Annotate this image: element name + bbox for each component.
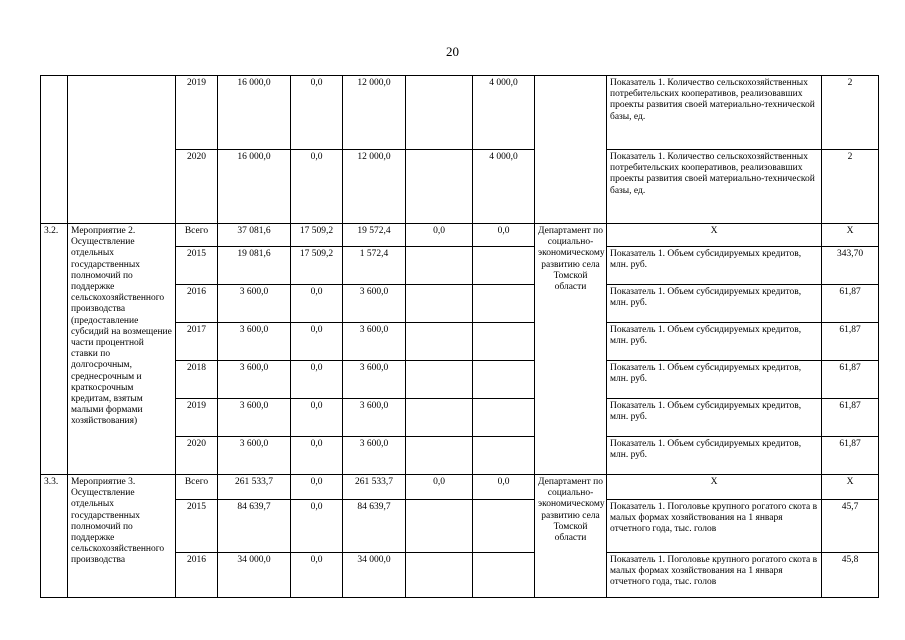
year-cell: 2020 xyxy=(176,150,218,224)
total-cell: 3 600,0 xyxy=(218,361,291,399)
indicator-value-cell: 45,7 xyxy=(822,500,879,553)
section-title: Мероприятие 3. Осуществление отдельных государственных полномочий по поддержке сельскохозяйственного производства xyxy=(68,475,176,598)
municipal-cell xyxy=(406,553,473,598)
federal-cell: 0,0 xyxy=(291,76,343,150)
regional-cell: 3 600,0 xyxy=(343,285,406,323)
regional-cell: 3 600,0 xyxy=(343,323,406,361)
municipal-cell xyxy=(406,361,473,399)
indicator-cell: Х xyxy=(607,224,822,247)
indicator-value-cell: 2 xyxy=(822,150,879,224)
federal-cell: 0,0 xyxy=(291,285,343,323)
total-cell: 3 600,0 xyxy=(218,437,291,475)
municipal-cell xyxy=(406,247,473,285)
executor-cell: Департамент по социально-экономическому развитию села Томской области xyxy=(535,224,607,475)
year-cell: 2018 xyxy=(176,361,218,399)
regional-cell: 261 533,7 xyxy=(343,475,406,500)
indicator-cell: Показатель 1. Объем субсидируемых кредитов, млн. руб. xyxy=(607,323,822,361)
indicator-value-cell: 61,87 xyxy=(822,361,879,399)
municipal-cell: 0,0 xyxy=(406,224,473,247)
indicator-cell: Показатель 1. Объем субсидируемых кредитов, млн. руб. xyxy=(607,437,822,475)
federal-cell: 0,0 xyxy=(291,323,343,361)
year-cell: 2019 xyxy=(176,399,218,437)
indicator-cell: Показатель 1. Поголовье крупного рогатого скота в малых формах хозяйствования на 1 января отчетного года, тыс. голов xyxy=(607,553,822,598)
page-number: 20 xyxy=(446,44,459,59)
indicator-value-cell: Х xyxy=(822,224,879,247)
municipal-cell xyxy=(406,323,473,361)
extra-budget-cell: 0,0 xyxy=(473,475,535,500)
total-cell: 16 000,0 xyxy=(218,150,291,224)
year-cell: 2015 xyxy=(176,247,218,285)
regional-cell: 3 600,0 xyxy=(343,437,406,475)
total-cell: 3 600,0 xyxy=(218,285,291,323)
executor-cell: Департамент по социально-экономическому развитию села Томской области xyxy=(535,475,607,598)
municipal-cell: 0,0 xyxy=(406,475,473,500)
indicator-value-cell: 61,87 xyxy=(822,437,879,475)
indicator-value-cell: 61,87 xyxy=(822,323,879,361)
title-cell xyxy=(68,76,176,224)
municipal-cell xyxy=(406,150,473,224)
indicator-value-cell: 343,70 xyxy=(822,247,879,285)
federal-cell: 0,0 xyxy=(291,361,343,399)
federal-cell: 0,0 xyxy=(291,500,343,553)
extra-budget-cell xyxy=(473,399,535,437)
year-cell: 2016 xyxy=(176,553,218,598)
total-cell: 3 600,0 xyxy=(218,323,291,361)
table-row xyxy=(41,475,879,500)
regional-cell: 84 639,7 xyxy=(343,500,406,553)
year-cell: 2019 xyxy=(176,76,218,150)
indicator-cell: Показатель 1. Объем субсидируемых кредитов, млн. руб. xyxy=(607,361,822,399)
regional-cell: 1 572,4 xyxy=(343,247,406,285)
section-number: 3.3. xyxy=(41,475,68,598)
municipal-cell xyxy=(406,76,473,150)
indicator-cell: Показатель 1. Объем субсидируемых кредитов, млн. руб. xyxy=(607,399,822,437)
total-cell: 84 639,7 xyxy=(218,500,291,553)
indicator-cell: Показатель 1. Количество сельскохозяйственных потребительских кооперативов, реализовавших проекты развития своей материально-технической базы, ед. xyxy=(607,150,822,224)
municipal-cell xyxy=(406,399,473,437)
indicator-value-cell: 2 xyxy=(822,76,879,150)
indicator-value-cell: 61,87 xyxy=(822,285,879,323)
num-cell xyxy=(41,76,68,224)
total-cell: 16 000,0 xyxy=(218,76,291,150)
regional-cell: 19 572,4 xyxy=(343,224,406,247)
table-row xyxy=(41,76,879,150)
year-cell: Всего xyxy=(176,475,218,500)
regional-cell: 34 000,0 xyxy=(343,553,406,598)
program-table xyxy=(40,75,879,598)
extra-budget-cell xyxy=(473,500,535,553)
section-number: 3.2. xyxy=(41,224,68,475)
table-row xyxy=(41,224,879,247)
extra-budget-cell xyxy=(473,553,535,598)
indicator-value-cell: 61,87 xyxy=(822,399,879,437)
year-cell: 2020 xyxy=(176,437,218,475)
year-cell: 2017 xyxy=(176,323,218,361)
extra-budget-cell: 4 000,0 xyxy=(473,76,535,150)
extra-budget-cell xyxy=(473,437,535,475)
federal-cell: 0,0 xyxy=(291,399,343,437)
municipal-cell xyxy=(406,285,473,323)
federal-cell: 0,0 xyxy=(291,150,343,224)
indicator-cell: Показатель 1. Количество сельскохозяйственных потребительских кооперативов, реализовавших проекты развития своей материально-технической базы, ед. xyxy=(607,76,822,150)
federal-cell: 0,0 xyxy=(291,475,343,500)
regional-cell: 12 000,0 xyxy=(343,76,406,150)
extra-budget-cell: 0,0 xyxy=(473,224,535,247)
extra-budget-cell xyxy=(473,247,535,285)
year-cell: Всего xyxy=(176,224,218,247)
extra-budget-cell xyxy=(473,285,535,323)
total-cell: 19 081,6 xyxy=(218,247,291,285)
total-cell: 261 533,7 xyxy=(218,475,291,500)
federal-cell: 17 509,2 xyxy=(291,224,343,247)
indicator-cell: Показатель 1. Поголовье крупного рогатого скота в малых формах хозяйствования на 1 января отчетного года, тыс. голов xyxy=(607,500,822,553)
executor-cell xyxy=(535,76,607,224)
indicator-value-cell: 45,8 xyxy=(822,553,879,598)
indicator-cell: Показатель 1. Объем субсидируемых кредитов, млн. руб. xyxy=(607,285,822,323)
regional-cell: 3 600,0 xyxy=(343,399,406,437)
indicator-value-cell: Х xyxy=(822,475,879,500)
federal-cell: 0,0 xyxy=(291,437,343,475)
total-cell: 34 000,0 xyxy=(218,553,291,598)
municipal-cell xyxy=(406,500,473,553)
indicator-cell: Показатель 1. Объем субсидируемых кредитов, млн. руб. xyxy=(607,247,822,285)
extra-budget-cell xyxy=(473,361,535,399)
total-cell: 3 600,0 xyxy=(218,399,291,437)
regional-cell: 12 000,0 xyxy=(343,150,406,224)
year-cell: 2016 xyxy=(176,285,218,323)
regional-cell: 3 600,0 xyxy=(343,361,406,399)
municipal-cell xyxy=(406,437,473,475)
extra-budget-cell: 4 000,0 xyxy=(473,150,535,224)
year-cell: 2015 xyxy=(176,500,218,553)
federal-cell: 0,0 xyxy=(291,553,343,598)
extra-budget-cell xyxy=(473,323,535,361)
section-title: Мероприятие 2. Осуществление отдельных государственных полномочий по поддержке сельскохозяйственного производства (предоставление субсидий на возмещение части процентной ставки по долгосрочным, среднесрочным и краткосрочным кредитам, взятым малыми формами хозяйствования) xyxy=(68,224,176,475)
total-cell: 37 081,6 xyxy=(218,224,291,247)
federal-cell: 17 509,2 xyxy=(291,247,343,285)
indicator-cell: Х xyxy=(607,475,822,500)
